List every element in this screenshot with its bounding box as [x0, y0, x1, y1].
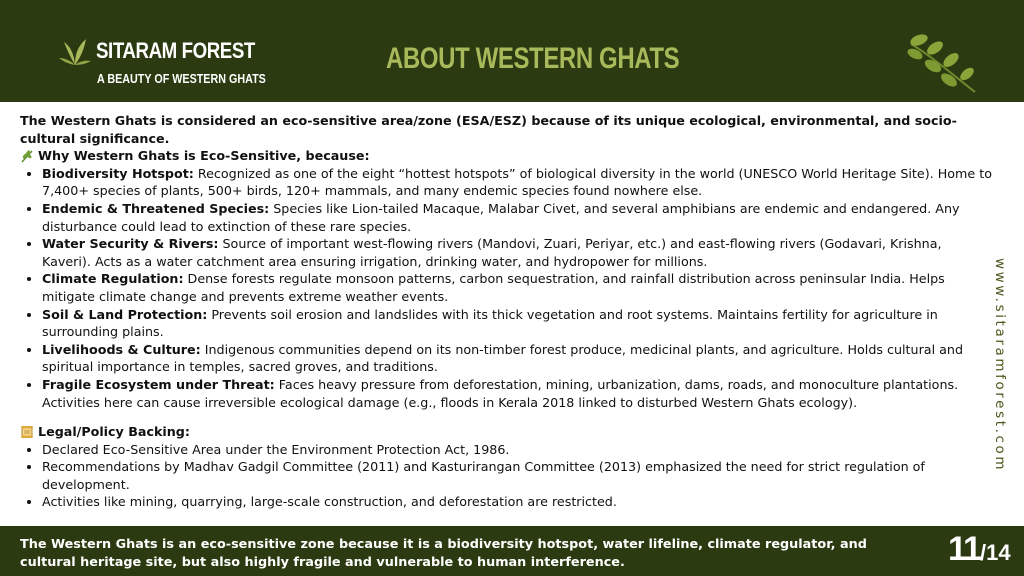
list-item: • Activities like mining, quarrying, large-scale construction, and deforestation are restricted.: [42, 493, 992, 511]
page-title: ABOUT WESTERN GHATS: [386, 42, 680, 75]
list-item: [42, 341, 992, 376]
list-item: [42, 270, 992, 305]
legal-list: [20, 441, 992, 511]
intro-paragraph: The Western Ghats is considered an eco-sensitive area/zone (ESA/ESZ) because of its unique ecological, environmental, and socio-cultural significance.: [20, 113, 957, 146]
section-heading-text: Why Western Ghats is Eco-Sensitive, because:: [38, 148, 370, 164]
section-heading-eco-sensitive: [20, 147, 992, 165]
leaf-icon: [58, 36, 92, 70]
main-content: [20, 112, 992, 511]
eco-sensitive-list: [20, 165, 992, 411]
item-text: Dense forests regulate monsoon patterns, carbon sequestration, and rainfall distribution across peninsular India. Helps mitigate climate change and prevents extreme weather events.: [42, 271, 945, 304]
brand-name: SITARAM FOREST: [96, 38, 255, 63]
item-text: Recognized as one of the eight “hottest hotspots” of biological diversity in the world (UNESCO World Heritage Site). Home to 7,400+ species of plants, 500+ birds, 120+ mammals, and many endemic species found nowhere else.: [42, 165, 992, 199]
item-text: Prevents soil erosion and landslides with its thick vegetation and root systems. Maintains fertility for agriculture in surrounding plains.: [42, 306, 938, 340]
item-text: Faces heavy pressure from deforestation, mining, urbanization, dams, roads, and monoculture plantations. Activities here can cause irreversible ecological damage (e.g., floods in Kerala 2018 linked to disturbed Western Ghats ecology).: [42, 376, 959, 410]
section-heading-legal: [20, 423, 992, 441]
header-bar: [0, 0, 1024, 102]
website-url: www.sitaramforest.com: [992, 258, 1008, 473]
item-text: Source of important west-flowing rivers (Mandovi, Zuari, Periyar, etc.) and east-flowing rivers (Godavari, Krishna, Kaveri). Acts as a water catchment area ensuring irrigation, drinking water, and hydropower for millions.: [42, 236, 942, 269]
scroll-icon: [20, 425, 34, 439]
item-term: Water Security & Rivers:: [42, 236, 219, 252]
brand-tagline: A BEAUTY OF WESTERN GHATS: [97, 72, 266, 86]
list-item: • Recommendations by Madhav Gadgil Committee (2011) and Kasturirangan Committee (2013) emphasized the need for strict regulation of development.: [42, 458, 992, 493]
item-term: Fragile Ecosystem under Threat:: [42, 376, 275, 392]
list-item: • Declared Eco-Sensitive Area under the Environment Protection Act, 1986.: [42, 441, 992, 459]
list-item: [42, 306, 992, 341]
list-item: [42, 376, 992, 411]
item-term: Soil & Land Protection:: [42, 306, 208, 322]
item-text: Indigenous communities depend on its non-timber forest produce, medicinal plants, and agriculture. Holds cultural and spiritual importance in temples, sacred groves, and traditions.: [42, 341, 963, 375]
page-current: 11: [948, 530, 980, 568]
page-total: 14: [986, 540, 1011, 565]
footer-summary: The Western Ghats is an eco-sensitive zone because it is a biodiversity hotspot, water lifeline, climate regulator, and cultural heritage site, but also highly fragile and vulnerable to human interference.: [20, 537, 867, 570]
section-heading-text: Legal/Policy Backing:: [38, 424, 190, 440]
list-item: [42, 200, 992, 235]
item-term: Livelihoods & Culture:: [42, 341, 201, 357]
list-item: [42, 235, 992, 270]
item-text: Species like Lion-tailed Macaque, Malabar Civet, and several amphibians are endemic and endangered. Any disturbance could lead to extinction of these rare species.: [42, 200, 960, 234]
footer-bar: [0, 526, 1024, 576]
list-item: [42, 165, 992, 200]
item-term: Biodiversity Hotspot:: [42, 165, 194, 181]
leafy-branch-icon: [905, 34, 977, 98]
page-separator: /: [979, 540, 987, 565]
herb-icon: [20, 149, 34, 163]
page-number: [948, 530, 1011, 569]
item-term: Climate Regulation:: [42, 271, 184, 287]
item-term: Endemic & Threatened Species:: [42, 200, 270, 216]
